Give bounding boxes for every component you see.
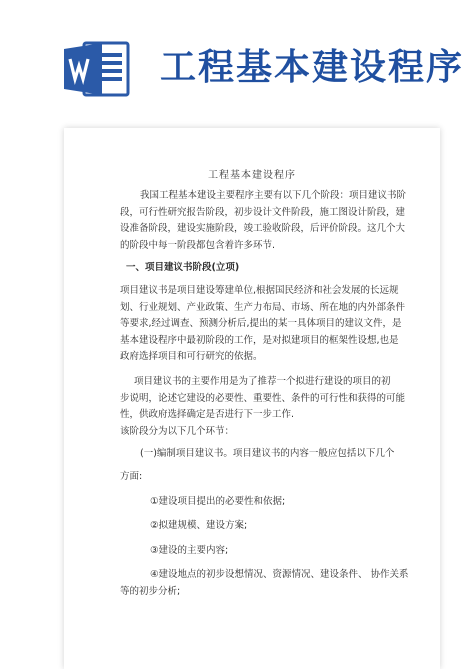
paragraph-line: 段，可行性研究报告阶段，初步设计文件阶段，施工图设计阶段，建 bbox=[120, 206, 406, 218]
paragraph-line: 基本建设程序中最初阶段的工作，是对拟建项目的框架性设想,也是 bbox=[120, 334, 399, 346]
list-item: ④建设地点的初步设想情况、资源情况、建设条件、 协作关系 bbox=[150, 569, 409, 581]
document-title: 工程基本建设程序 bbox=[208, 170, 296, 181]
section-heading: 一、项目建议书阶段(立项) bbox=[126, 262, 240, 274]
paragraph-line: 等要求,经过调查、预测分析后,提出的某一具体项目的建议文件，是 bbox=[120, 318, 402, 330]
list-item-continuation: 等的初步分析; bbox=[120, 585, 181, 597]
paragraph-line: 设准备阶段，建设实施阶段，竣工验收阶段，后评价阶段。这几个大 bbox=[120, 223, 406, 235]
document-page bbox=[64, 128, 440, 669]
paragraph-line: 的阶段中每一阶段都包含着许多环节. bbox=[120, 239, 276, 251]
paragraph-line: 步说明，论述它建设的必要性、重要性、条件的可行性和获得的可能 bbox=[120, 392, 406, 404]
paragraph-line: 方面: bbox=[120, 470, 143, 482]
paragraph-line: 项目建议书是项目建设筹建单位,根据国民经济和社会发展的长远规 bbox=[120, 284, 399, 296]
paragraph-line: 项目建议书的主要作用是为了推荐一个拟进行建设的项目的初 bbox=[134, 375, 391, 387]
paragraph-line: 划、行业规划、产业政策、生产力布局、市场、所在地的内外部条件 bbox=[120, 301, 406, 313]
list-item: ①建设项目提出的必要性和依据; bbox=[150, 495, 286, 507]
word-icon bbox=[62, 39, 132, 99]
paragraph-line: 性，供政府选择确定是否进行下一步工作. bbox=[120, 409, 295, 421]
list-item: ②拟建规模、建设方案; bbox=[150, 520, 248, 532]
page-title: 工程基本建设程序 bbox=[160, 47, 465, 88]
document-body bbox=[64, 188, 440, 600]
paragraph-line: (一)编制项目建议书。项目建议书的内容一般应包括以下几个 bbox=[140, 448, 395, 460]
list-item: ③建设的主要内容; bbox=[150, 544, 229, 556]
header-banner bbox=[0, 0, 474, 140]
paragraph-line: 政府选择项目和可行研究的依据。 bbox=[120, 351, 263, 363]
paragraph-line: 我国工程基本建设主要程序主要有以下几个阶段：项目建议书阶 bbox=[140, 190, 407, 201]
paragraph-line: 该阶段分为以下几个环节： bbox=[120, 425, 235, 437]
